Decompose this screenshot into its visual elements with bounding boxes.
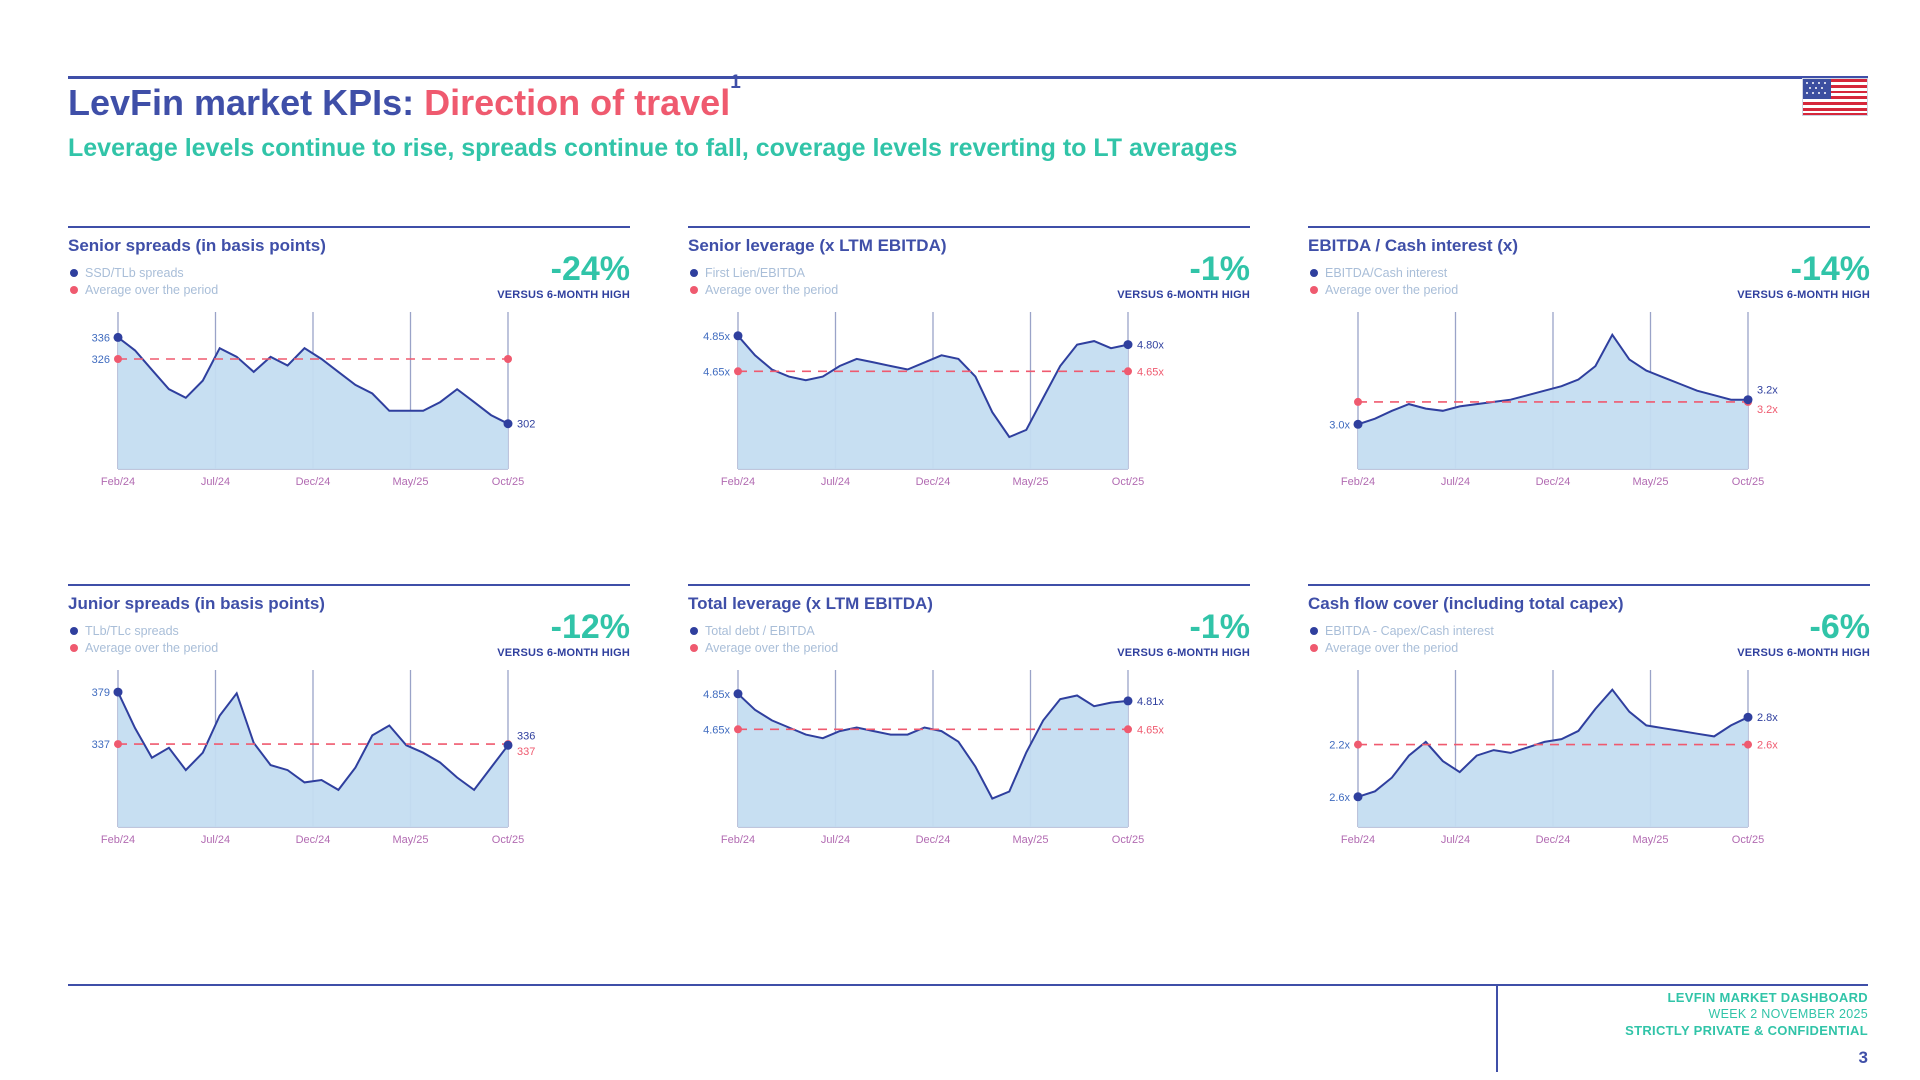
chart-legend [690,264,838,298]
svg-text:336: 336 [91,332,110,345]
chart-legend [690,622,838,656]
legend-item-series [1310,622,1494,639]
legend-item-average [70,281,218,298]
panel-title: Total leverage (x LTM EBITDA) [688,594,933,613]
svg-text:Feb/24: Feb/24 [720,476,756,488]
legend-item-average [70,639,218,656]
legend-dot-icon [1310,269,1318,277]
delta-caption: VERSUS 6-MONTH HIGH [1117,647,1250,659]
legend-item-average [1310,639,1494,656]
footer-line-3: STRICTLY PRIVATE & CONFIDENTIAL [1625,1023,1868,1038]
panel-rule [1308,226,1870,228]
legend-label-average: Average over the period [85,282,219,297]
delta-value: -1% [1189,250,1250,288]
delta-value: -12% [550,608,630,646]
svg-text:4.81x: 4.81x [1137,695,1164,708]
legend-label-series: Total debt / EBITDA [705,623,815,638]
page-title [68,72,741,124]
svg-text:Oct/25: Oct/25 [491,834,525,846]
svg-text:Dec/24: Dec/24 [1535,834,1571,846]
svg-text:Feb/24: Feb/24 [100,834,136,846]
footer-rule [68,984,1868,986]
page-subtitle: Leverage levels continue to rise, spreads continue to fall, coverage levels reverting to LT averages [68,134,1238,162]
svg-text:2.6x: 2.6x [1329,791,1350,804]
legend-item-series [1310,264,1458,281]
legend-item-series [690,622,838,639]
svg-text:2.6x: 2.6x [1757,739,1778,752]
delta-badge [1117,610,1250,659]
chart-area-senior-spreads [68,310,568,495]
svg-text:May/25: May/25 [1012,834,1049,846]
flag-canton [1803,79,1831,99]
footer-line-1: LEVFIN MARKET DASHBOARD [1667,990,1868,1005]
svg-text:2.8x: 2.8x [1757,712,1778,725]
svg-text:Feb/24: Feb/24 [100,476,136,488]
svg-text:3.2x: 3.2x [1757,403,1778,416]
legend-dot-icon [70,644,78,652]
panel-rule [68,584,630,586]
svg-text:3.0x: 3.0x [1329,419,1350,432]
legend-dot-icon [70,627,78,635]
legend-dot-icon [1310,644,1318,652]
legend-item-series [70,264,218,281]
svg-text:Feb/24: Feb/24 [1340,476,1376,488]
page-title-accent: Direction of travel [424,82,731,123]
legend-label-average: Average over the period [85,640,219,655]
svg-text:Jul/24: Jul/24 [1440,476,1471,488]
delta-badge [497,252,630,301]
svg-text:2.2x: 2.2x [1329,739,1350,752]
legend-dot-icon [1310,286,1318,294]
svg-text:Jul/24: Jul/24 [820,834,851,846]
svg-text:May/25: May/25 [1012,476,1049,488]
chart-legend [1310,264,1458,298]
svg-text:337: 337 [517,746,536,759]
legend-label-series: EBITDA - Capex/Cash interest [1325,623,1494,638]
svg-text:Jul/24: Jul/24 [820,476,851,488]
chart-area-senior-leverage [688,310,1188,495]
delta-caption: VERSUS 6-MONTH HIGH [497,647,630,659]
svg-text:4.65x: 4.65x [1137,724,1164,737]
legend-label-average: Average over the period [1325,640,1459,655]
delta-value: -1% [1189,608,1250,646]
page-number: 3 [1858,1048,1868,1067]
delta-value: -24% [550,250,630,288]
svg-text:302: 302 [517,418,536,431]
legend-label-series: TLb/TLc spreads [85,623,179,638]
us-flag-icon [1802,78,1868,116]
legend-label-average: Average over the period [1325,282,1459,297]
legend-label-series: First Lien/EBITDA [705,265,806,280]
legend-dot-icon [1310,627,1318,635]
panel-title: Junior spreads (in basis points) [68,594,325,613]
legend-dot-icon [690,644,698,652]
panel-title: EBITDA / Cash interest (x) [1308,236,1519,255]
svg-text:4.85x: 4.85x [703,688,730,701]
legend-dot-icon [690,286,698,294]
svg-text:May/25: May/25 [392,476,429,488]
chart-area-cash-flow-cover [1308,668,1808,853]
legend-dot-icon [70,286,78,294]
svg-text:Jul/24: Jul/24 [200,834,231,846]
svg-text:May/25: May/25 [1632,834,1669,846]
svg-text:4.65x: 4.65x [703,724,730,737]
legend-dot-icon [70,269,78,277]
svg-text:Oct/25: Oct/25 [1731,834,1765,846]
delta-caption: VERSUS 6-MONTH HIGH [1737,289,1870,301]
svg-text:Feb/24: Feb/24 [1340,834,1376,846]
svg-text:Oct/25: Oct/25 [1111,476,1145,488]
panel-title: Senior spreads (in basis points) [68,236,326,255]
svg-text:Dec/24: Dec/24 [915,834,951,846]
svg-text:336: 336 [517,730,536,743]
footer-separator [1496,984,1498,1072]
svg-text:337: 337 [91,739,110,752]
svg-text:4.65x: 4.65x [1137,366,1164,379]
footer-text [1625,990,1868,1038]
panel-rule [68,226,630,228]
legend-dot-icon [690,269,698,277]
legend-item-average [690,281,838,298]
svg-text:Jul/24: Jul/24 [200,476,231,488]
chart-area-junior-spreads [68,668,568,853]
delta-value: -14% [1790,250,1870,288]
svg-text:4.85x: 4.85x [703,330,730,343]
panel-rule [688,584,1250,586]
svg-text:Oct/25: Oct/25 [1111,834,1145,846]
svg-text:Feb/24: Feb/24 [720,834,756,846]
svg-text:3.2x: 3.2x [1757,384,1778,397]
legend-label-average: Average over the period [705,640,839,655]
svg-text:Dec/24: Dec/24 [295,834,331,846]
legend-label-average: Average over the period [705,282,839,297]
legend-item-average [1310,281,1458,298]
delta-caption: VERSUS 6-MONTH HIGH [497,289,630,301]
svg-text:Dec/24: Dec/24 [1535,476,1571,488]
chart-legend [70,622,218,656]
legend-item-series [690,264,838,281]
header-rule [68,76,1868,79]
svg-text:Dec/24: Dec/24 [915,476,951,488]
chart-area-total-leverage [688,668,1188,853]
svg-text:4.80x: 4.80x [1137,339,1164,352]
delta-badge [497,610,630,659]
svg-text:Jul/24: Jul/24 [1440,834,1471,846]
delta-caption: VERSUS 6-MONTH HIGH [1737,647,1870,659]
legend-item-average [690,639,838,656]
page-title-footnote: 1 [730,72,741,93]
delta-badge [1117,252,1250,301]
svg-text:4.65x: 4.65x [703,366,730,379]
delta-badge [1737,610,1870,659]
svg-text:Dec/24: Dec/24 [295,476,331,488]
svg-text:May/25: May/25 [392,834,429,846]
legend-label-series: SSD/TLb spreads [85,265,184,280]
panel-title: Cash flow cover (including total capex) [1308,594,1624,613]
svg-text:326: 326 [91,354,110,366]
page-title-main: LevFin market KPIs: [68,82,425,123]
chart-legend [70,264,218,298]
panel-rule [688,226,1250,228]
footer-line-2: WEEK 2 NOVEMBER 2025 [1708,1007,1868,1021]
legend-item-series [70,622,218,639]
svg-text:Oct/25: Oct/25 [1731,476,1765,488]
svg-text:379: 379 [91,687,110,700]
legend-label-series: EBITDA/Cash interest [1325,265,1448,280]
delta-value: -6% [1809,608,1870,646]
legend-dot-icon [690,627,698,635]
panel-rule [1308,584,1870,586]
svg-text:May/25: May/25 [1632,476,1669,488]
chart-area-ebitda-cash-interest [1308,310,1808,495]
delta-badge [1737,252,1870,301]
panel-title: Senior leverage (x LTM EBITDA) [688,236,947,255]
delta-caption: VERSUS 6-MONTH HIGH [1117,289,1250,301]
chart-legend [1310,622,1494,656]
svg-text:Oct/25: Oct/25 [491,476,525,488]
